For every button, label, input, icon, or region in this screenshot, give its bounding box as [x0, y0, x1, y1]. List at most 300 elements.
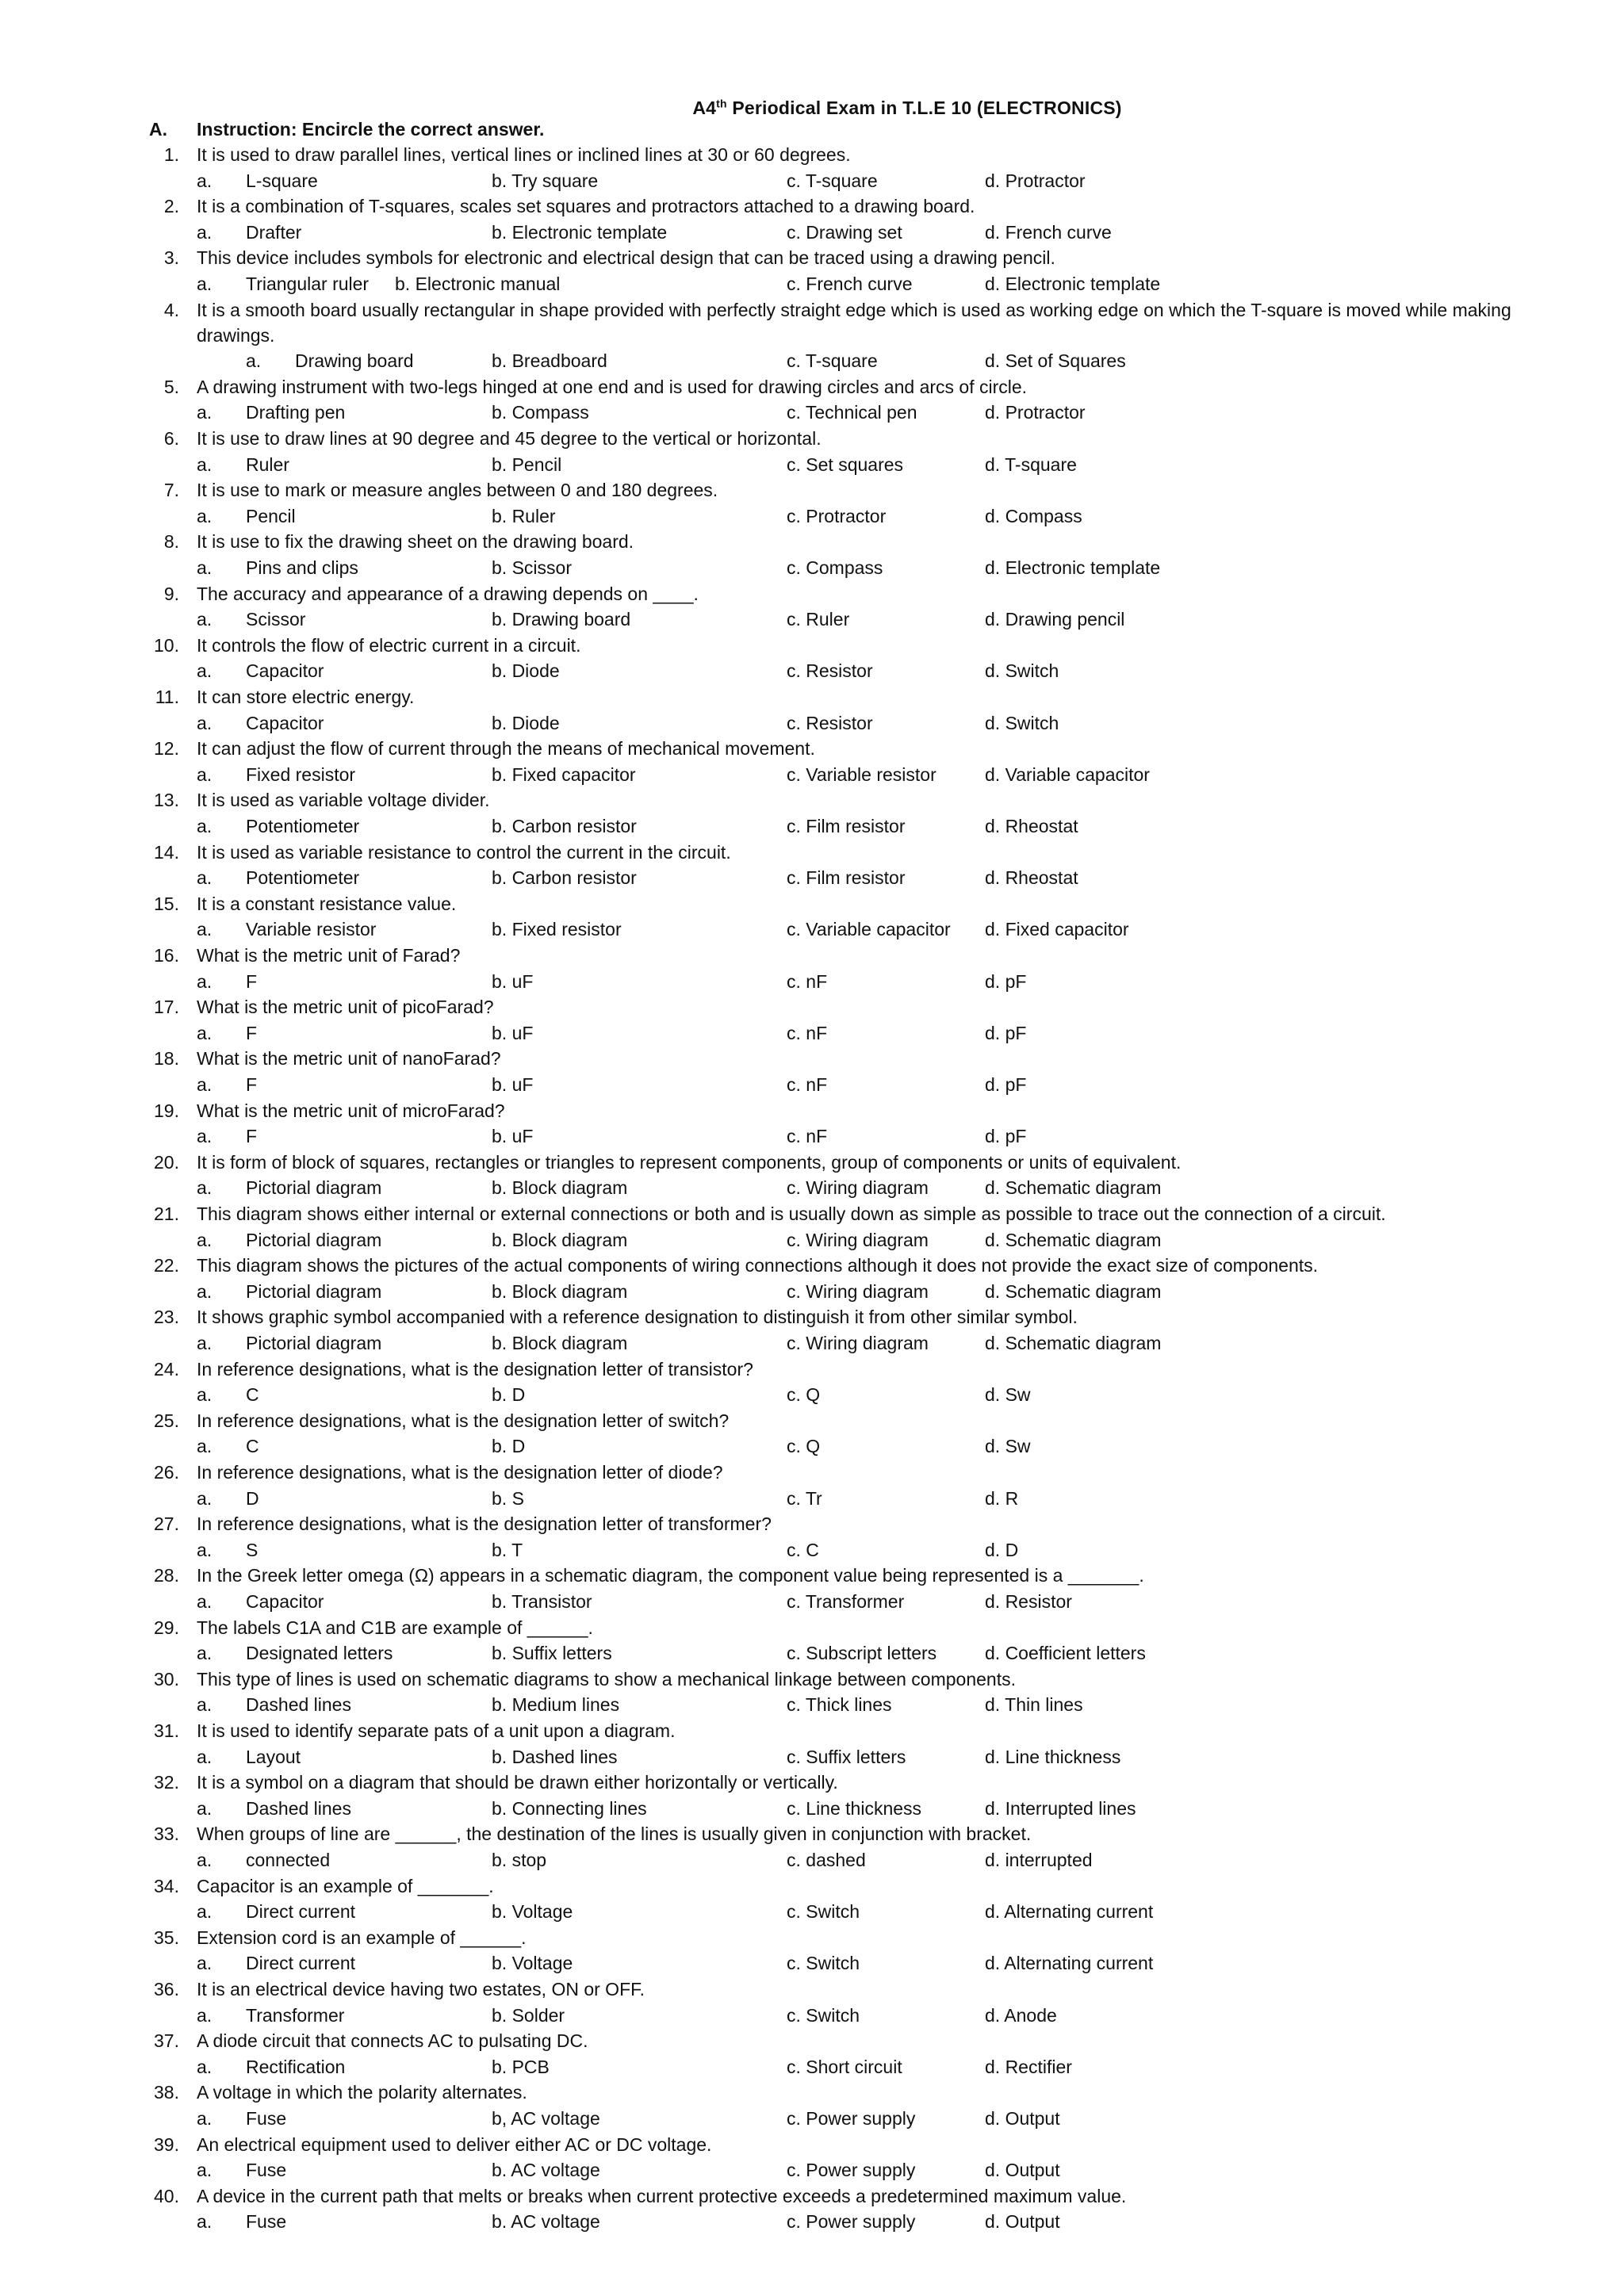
option-b[interactable]: b. Transistor: [492, 1591, 592, 1612]
question-text: It shows graphic symbol accompanied with a reference designation to distinguish it from other similar symbol.: [197, 1307, 1078, 1328]
option-c[interactable]: c. Wiring diagram: [787, 1280, 929, 1302]
question-line: [0, 1099, 1624, 1123]
options-line: [0, 504, 1624, 528]
option-a[interactable]: Pictorial diagram: [246, 1177, 382, 1199]
option-a-letter: a.: [197, 1746, 213, 1767]
option-d[interactable]: d. Switch: [985, 712, 1059, 733]
option-d[interactable]: d. Alternating current: [985, 1953, 1154, 1974]
option-d[interactable]: d. Rheostat: [985, 816, 1078, 836]
option-b[interactable]: b. Suffix letters: [492, 1643, 612, 1664]
option-a-letter: a.: [197, 1539, 213, 1560]
option-b[interactable]: b. Fixed resistor: [492, 919, 622, 940]
option-b[interactable]: b. D: [492, 1384, 526, 1406]
option-c[interactable]: c. Q: [787, 1384, 821, 1406]
option-c[interactable]: c. Power supply: [787, 2211, 916, 2233]
option-c[interactable]: c. Line thickness: [787, 1797, 922, 1819]
option-d[interactable]: d. Compass: [985, 505, 1082, 526]
question-text: In reference designations, what is the designation letter of switch?: [197, 1410, 730, 1431]
option-b[interactable]: b. D: [492, 1436, 526, 1457]
question-number: 1.: [163, 144, 179, 165]
options-line: [0, 970, 1624, 993]
options-line: [0, 1487, 1624, 1510]
question-text: It is used to draw parallel lines, vertical lines or inclined lines at 30 or 60 degrees.: [197, 144, 851, 165]
question-number: 33.: [154, 1823, 179, 1845]
option-a-letter: a.: [197, 505, 213, 526]
question-line: [0, 1874, 1624, 1898]
option-a[interactable]: Potentiometer: [246, 867, 360, 889]
option-b[interactable]: b. Compass: [492, 402, 589, 423]
option-a[interactable]: S: [246, 1539, 259, 1560]
option-d[interactable]: d. Line thickness: [985, 1746, 1121, 1767]
option-b[interactable]: b. uF: [492, 1022, 534, 1043]
question-number: 16.: [154, 945, 179, 966]
question-text: This type of lines is used on schematic diagrams to show a mechanical linkage between components.: [197, 1668, 1016, 1689]
option-d[interactable]: d. pF: [985, 1126, 1027, 1147]
option-d[interactable]: d. Rectifier: [985, 2056, 1072, 2077]
question-line: [0, 1305, 1624, 1329]
option-b[interactable]: b. Breadboard: [492, 350, 607, 372]
option-c[interactable]: c. Wiring diagram: [787, 1333, 929, 1353]
option-d[interactable]: d. Schematic diagram: [985, 1229, 1162, 1250]
question-number: 11.: [155, 687, 179, 707]
question-line: [0, 1719, 1624, 1743]
question-number: 24.: [154, 1358, 179, 1380]
option-d[interactable]: d. Thin lines: [985, 1694, 1083, 1716]
question-line: [0, 1460, 1624, 1484]
option-b[interactable]: b. Voltage: [492, 1901, 573, 1923]
option-b[interactable]: b. Carbon resistor: [492, 867, 637, 889]
options-line: [0, 1900, 1624, 1923]
option-c[interactable]: c. T-square: [787, 170, 878, 191]
question-line: [0, 427, 1624, 450]
option-a[interactable]: F: [246, 1074, 258, 1095]
question-text: What is the metric unit of Farad?: [197, 945, 461, 966]
question-line: [0, 1047, 1624, 1070]
option-b[interactable]: b. Ruler: [492, 505, 556, 526]
option-a[interactable]: Fuse: [246, 2211, 287, 2233]
option-a-letter: a.: [197, 1384, 213, 1406]
option-c[interactable]: c. Film resistor: [787, 867, 906, 889]
option-c[interactable]: c. Compass: [787, 557, 883, 578]
option-d[interactable]: d. Sw: [985, 1436, 1031, 1457]
option-a[interactable]: Pencil: [246, 505, 296, 526]
option-d[interactable]: d. Protractor: [985, 170, 1086, 191]
option-b[interactable]: b. Diode: [492, 660, 560, 682]
option-a[interactable]: C: [246, 1436, 259, 1457]
question-text: It controls the flow of electric current in a circuit.: [197, 634, 581, 656]
option-a[interactable]: Drafting pen: [246, 402, 346, 423]
option-a-letter: a.: [197, 1487, 213, 1509]
question-number: 20.: [154, 1151, 179, 1173]
question-number: 40.: [154, 2185, 179, 2206]
options-line: [0, 1745, 1624, 1769]
option-a-letter: a.: [197, 816, 213, 836]
question-number: 13.: [154, 790, 179, 811]
option-a[interactable]: Capacitor: [246, 1591, 324, 1612]
option-a[interactable]: Triangular ruler: [246, 274, 370, 294]
option-b[interactable]: b. T: [492, 1539, 523, 1560]
option-c[interactable]: c. Technical pen: [787, 402, 917, 423]
options-line: [0, 556, 1624, 580]
question-number: 14.: [154, 841, 179, 863]
option-a-letter: a.: [197, 2108, 213, 2129]
section-letter: A.: [149, 119, 167, 140]
option-a-letter: a.: [197, 1074, 213, 1095]
option-a[interactable]: Transformer: [246, 2004, 345, 2026]
question-line: [0, 194, 1624, 218]
option-c[interactable]: c. Suffix letters: [787, 1746, 906, 1767]
option-b[interactable]: b. Electronic manual: [395, 274, 561, 294]
option-d[interactable]: d. Rheostat: [985, 867, 1078, 889]
question-line: [0, 1150, 1624, 1174]
option-b[interactable]: b. Electronic template: [492, 221, 668, 243]
question-text-continued: drawings.: [197, 325, 275, 346]
option-a-letter: a.: [197, 2004, 213, 2026]
option-b[interactable]: b, AC voltage: [492, 2108, 600, 2129]
question-number: 37.: [154, 2030, 179, 2052]
option-c[interactable]: c. dashed: [787, 1850, 866, 1870]
question-text: When groups of line are ______, the destination of the lines is usually given in conjunction with bracket.: [197, 1823, 1032, 1845]
option-d[interactable]: d. French curve: [985, 221, 1112, 243]
question-line: [0, 1357, 1624, 1381]
question-text: It can store electric energy.: [197, 687, 415, 707]
options-line: [0, 272, 1624, 296]
option-a[interactable]: Drawing board: [295, 350, 414, 372]
option-d[interactable]: d. Schematic diagram: [985, 1333, 1162, 1353]
option-a-letter: a.: [197, 763, 213, 785]
option-c[interactable]: c. Protractor: [787, 505, 887, 526]
option-b[interactable]: b. Scissor: [492, 557, 572, 578]
exam-title: [0, 97, 1624, 119]
option-a[interactable]: Variable resistor: [246, 919, 377, 940]
question-line: [0, 892, 1624, 916]
option-b[interactable]: b. Solder: [492, 2004, 565, 2026]
question-number: 15.: [154, 893, 179, 914]
option-c[interactable]: c. Short circuit: [787, 2056, 902, 2077]
option-b[interactable]: b. AC voltage: [492, 2160, 600, 2181]
section-instruction: Instruction: Encircle the correct answer.: [197, 119, 545, 140]
question-number: 35.: [154, 1927, 179, 1948]
question-line: [0, 1926, 1624, 1950]
options-line: [0, 1848, 1624, 1872]
question-line: [0, 2184, 1624, 2208]
options-line: [0, 1331, 1624, 1355]
option-c[interactable]: c. T-square: [787, 350, 878, 372]
option-b[interactable]: b. uF: [492, 970, 534, 992]
question-text: The labels C1A and C1B are example of ______.: [197, 1617, 593, 1638]
option-d[interactable]: d. pF: [985, 970, 1027, 992]
option-b[interactable]: b. Dashed lines: [492, 1746, 618, 1767]
option-d[interactable]: d. Anode: [985, 2004, 1057, 2026]
option-c[interactable]: c. Wiring diagram: [787, 1229, 929, 1250]
options-line: [0, 1124, 1624, 1148]
option-d[interactable]: d. Schematic diagram: [985, 1177, 1162, 1199]
option-c[interactable]: c. Film resistor: [787, 816, 906, 836]
question-line: [0, 530, 1624, 553]
option-a[interactable]: Pictorial diagram: [246, 1333, 382, 1353]
question-text: It can adjust the flow of current through the means of mechanical movement.: [197, 738, 815, 760]
options-line: [0, 1590, 1624, 1613]
question-text: A voltage in which the polarity alternates.: [197, 2082, 527, 2103]
option-a-letter: a.: [197, 221, 213, 243]
option-b[interactable]: b. Diode: [492, 712, 560, 733]
option-d[interactable]: d. Protractor: [985, 402, 1086, 423]
question-text: A diode circuit that connects AC to pulsating DC.: [197, 2030, 588, 2052]
question-number: 27.: [154, 1513, 179, 1535]
question-line: [0, 840, 1624, 864]
option-b[interactable]: b. stop: [492, 1850, 547, 1870]
option-d[interactable]: d. Output: [985, 2108, 1060, 2129]
option-b[interactable]: b. uF: [492, 1074, 534, 1095]
question-line: [0, 2029, 1624, 2053]
option-c[interactable]: c. Resistor: [787, 712, 873, 733]
question-text: It is a symbol on a diagram that should be drawn either horizontally or vertically.: [197, 1772, 838, 1793]
option-c[interactable]: c. Thick lines: [787, 1694, 892, 1716]
question-line: [0, 1202, 1624, 1226]
option-c[interactable]: c. Variable capacitor: [787, 919, 951, 940]
option-b[interactable]: b. uF: [492, 1126, 534, 1147]
option-a[interactable]: C: [246, 1384, 259, 1406]
option-a-letter: a.: [197, 1436, 213, 1457]
options-line: [0, 1641, 1624, 1665]
options-line: [0, 1176, 1624, 1200]
option-c[interactable]: c. Subscript letters: [787, 1643, 937, 1664]
question-number: 31.: [154, 1720, 179, 1741]
question-text: The accuracy and appearance of a drawing depends on ____.: [197, 583, 699, 604]
question-text: This diagram shows either internal or external connections or both and is usually down as simple as possible to trace out the connection of a circuit.: [197, 1203, 1386, 1224]
option-d[interactable]: d. interrupted: [985, 1850, 1093, 1870]
option-a[interactable]: Scissor: [246, 609, 306, 630]
question-number: 7.: [163, 480, 179, 501]
option-d[interactable]: d. Fixed capacitor: [985, 919, 1129, 940]
option-d[interactable]: d. D: [985, 1539, 1019, 1560]
option-d[interactable]: d. R: [985, 1487, 1019, 1509]
option-a-letter: a.: [197, 1229, 213, 1250]
options-line: [0, 169, 1624, 193]
question-number: 4.: [163, 299, 179, 320]
option-d[interactable]: d. Output: [985, 2160, 1060, 2181]
option-a[interactable]: Dashed lines: [246, 1694, 351, 1716]
option-a-letter: a.: [197, 1797, 213, 1819]
option-a[interactable]: Potentiometer: [246, 816, 360, 836]
option-b[interactable]: b. Connecting lines: [492, 1797, 647, 1819]
option-a[interactable]: D: [246, 1487, 259, 1509]
option-a[interactable]: F: [246, 1022, 258, 1043]
question-number: 25.: [154, 1410, 179, 1431]
options-line: [0, 220, 1624, 244]
option-a[interactable]: connected: [246, 1850, 331, 1870]
question-line: [0, 685, 1624, 709]
question-number: 3.: [163, 247, 179, 269]
option-c[interactable]: c. Drawing set: [787, 221, 902, 243]
question-text: In reference designations, what is the designation letter of diode?: [197, 1462, 723, 1483]
option-d[interactable]: d. Schematic diagram: [985, 1280, 1162, 1302]
question-text: A drawing instrument with two-legs hinged at one end and is used for drawing circles and arcs of circle.: [197, 376, 1028, 397]
options-line: [0, 1383, 1624, 1406]
question-line-continued: [0, 323, 1624, 347]
question-line: [0, 943, 1624, 967]
option-a-letter: a.: [197, 609, 213, 630]
options-line: [0, 1951, 1624, 1975]
option-d[interactable]: d. pF: [985, 1074, 1027, 1095]
question-text: In reference designations, what is the designation letter of transistor?: [197, 1358, 753, 1380]
option-c[interactable]: c. Resistor: [787, 660, 873, 682]
option-a[interactable]: Ruler: [246, 453, 289, 475]
option-a[interactable]: Pictorial diagram: [246, 1280, 382, 1302]
option-a-letter: a.: [197, 660, 213, 682]
option-a-letter: a.: [197, 1177, 213, 1199]
option-a[interactable]: F: [246, 970, 258, 992]
question-line: [0, 633, 1624, 657]
options-line: [0, 2107, 1624, 2130]
option-a-letter: a.: [197, 1901, 213, 1923]
question-number: 28.: [154, 1565, 179, 1586]
option-b[interactable]: b. Drawing board: [492, 609, 631, 630]
question-text: A device in the current path that melts or breaks when current protective exceeds a predetermined maximum value.: [197, 2185, 1127, 2206]
question-number: 10.: [154, 634, 179, 656]
options-line: [0, 917, 1624, 941]
option-a[interactable]: Fuse: [246, 2108, 287, 2129]
question-line: [0, 375, 1624, 399]
options-line: [0, 1434, 1624, 1458]
options-line: [0, 2210, 1624, 2233]
question-number: 21.: [154, 1203, 179, 1224]
option-b[interactable]: b. AC voltage: [492, 2211, 600, 2233]
option-c[interactable]: c. Power supply: [787, 2160, 916, 2181]
question-text: An electrical equipment used to deliver either AC or DC voltage.: [197, 2133, 712, 2155]
option-c[interactable]: c. Tr: [787, 1487, 822, 1509]
option-c[interactable]: c. French curve: [787, 274, 913, 294]
question-line: [0, 1563, 1624, 1587]
question-text: It is a combination of T-squares, scales set squares and protractors attached to a drawing board.: [197, 196, 975, 217]
question-number: 12.: [154, 738, 179, 760]
option-b[interactable]: b. Try square: [492, 170, 599, 191]
option-d[interactable]: d. Sw: [985, 1384, 1031, 1406]
option-a[interactable]: Fixed resistor: [246, 763, 356, 785]
question-number: 17.: [154, 997, 179, 1018]
option-a[interactable]: Designated letters: [246, 1643, 393, 1664]
title-rest: Periodical Exam in T.L.E 10 (ELECTRONICS): [726, 97, 1122, 118]
option-c[interactable]: c. C: [787, 1539, 819, 1560]
title-superscript: th: [716, 97, 727, 109]
question-line: [0, 995, 1624, 1019]
option-a[interactable]: Direct current: [246, 1901, 356, 1923]
option-c[interactable]: c. Switch: [787, 1953, 860, 1974]
option-c[interactable]: c. Switch: [787, 1901, 860, 1923]
option-b[interactable]: b. Carbon resistor: [492, 816, 637, 836]
option-b[interactable]: b. Medium lines: [492, 1694, 620, 1716]
option-c[interactable]: c. Power supply: [787, 2108, 916, 2129]
option-d[interactable]: d. Electronic template: [985, 557, 1161, 578]
question-number: 6.: [163, 428, 179, 449]
option-d[interactable]: d. Resistor: [985, 1591, 1072, 1612]
question-text: It is form of block of squares, rectangles or triangles to represent components, group of components or units of equivalent.: [197, 1151, 1182, 1173]
question-number: 26.: [154, 1462, 179, 1483]
option-a[interactable]: Rectification: [246, 2056, 346, 2077]
option-b[interactable]: b. PCB: [492, 2056, 550, 2077]
option-a[interactable]: Capacitor: [246, 712, 324, 733]
question-text: It is used as variable resistance to control the current in the circuit.: [197, 841, 731, 863]
option-b[interactable]: b. Block diagram: [492, 1333, 628, 1353]
option-b[interactable]: b. Voltage: [492, 1953, 573, 1974]
option-c[interactable]: c. Transformer: [787, 1591, 905, 1612]
option-a[interactable]: Fuse: [246, 2160, 287, 2181]
question-text: Extension cord is an example of ______.: [197, 1927, 527, 1948]
option-d[interactable]: d. pF: [985, 1022, 1027, 1043]
question-text: This device includes symbols for electronic and electrical design that can be traced using a drawing pencil.: [197, 247, 1055, 269]
question-line: [0, 2133, 1624, 2156]
option-a[interactable]: Drafter: [246, 221, 302, 243]
question-line: [0, 1770, 1624, 1794]
options-line: [0, 763, 1624, 786]
option-a-letter: a.: [197, 1643, 213, 1664]
option-c[interactable]: c. Variable resistor: [787, 763, 936, 785]
option-a[interactable]: Capacitor: [246, 660, 324, 682]
question-text: It is used as variable voltage divider.: [197, 790, 490, 811]
option-a-letter: a.: [197, 1022, 213, 1043]
option-a[interactable]: Direct current: [246, 1953, 356, 1974]
option-d[interactable]: d. Switch: [985, 660, 1059, 682]
option-a[interactable]: Pictorial diagram: [246, 1229, 382, 1250]
option-d[interactable]: d. Set of Squares: [985, 350, 1126, 372]
option-c[interactable]: c. nF: [787, 1022, 828, 1043]
option-c[interactable]: c. nF: [787, 1074, 828, 1095]
option-a-letter: a.: [197, 1850, 213, 1870]
options-line: [0, 866, 1624, 890]
option-d[interactable]: d. Interrupted lines: [985, 1797, 1136, 1819]
option-b[interactable]: b. Pencil: [492, 453, 562, 475]
option-c[interactable]: c. Set squares: [787, 453, 904, 475]
option-a-letter: a.: [197, 453, 213, 475]
option-d[interactable]: d. Output: [985, 2211, 1060, 2233]
option-d[interactable]: d. T-square: [985, 453, 1077, 475]
option-a[interactable]: Layout: [246, 1746, 301, 1767]
option-a-letter: a.: [197, 2211, 213, 2233]
options-line: [0, 2158, 1624, 2182]
option-d[interactable]: d. Variable capacitor: [985, 763, 1150, 785]
option-a[interactable]: L-square: [246, 170, 318, 191]
option-b[interactable]: b. S: [492, 1487, 524, 1509]
option-b[interactable]: b. Block diagram: [492, 1177, 628, 1199]
option-c[interactable]: c. nF: [787, 1126, 828, 1147]
question-text: In reference designations, what is the designation letter of transformer?: [197, 1513, 772, 1535]
question-number: 5.: [163, 376, 179, 397]
question-text: It is use to draw lines at 90 degree and 45 degree to the vertical or horizontal.: [197, 428, 822, 449]
question-line: [0, 1253, 1624, 1277]
option-a[interactable]: Dashed lines: [246, 1797, 351, 1819]
question-number: 23.: [154, 1307, 179, 1328]
option-a-letter: a.: [197, 1591, 213, 1612]
option-b[interactable]: b. Block diagram: [492, 1280, 628, 1302]
option-c[interactable]: c. Q: [787, 1436, 821, 1457]
options-line: [0, 349, 1624, 373]
option-a[interactable]: Pins and clips: [246, 557, 358, 578]
option-d[interactable]: d. Drawing pencil: [985, 609, 1125, 630]
option-c[interactable]: c. Switch: [787, 2004, 860, 2026]
option-b[interactable]: b. Fixed capacitor: [492, 763, 636, 785]
option-a-letter: a.: [197, 2056, 213, 2077]
option-a-letter: a.: [197, 1333, 213, 1353]
option-d[interactable]: d. Coefficient letters: [985, 1643, 1146, 1664]
options-line: [0, 1693, 1624, 1716]
option-b[interactable]: b. Block diagram: [492, 1229, 628, 1250]
option-c[interactable]: c. Ruler: [787, 609, 850, 630]
option-c[interactable]: c. nF: [787, 970, 828, 992]
option-d[interactable]: d. Electronic template: [985, 274, 1161, 294]
option-d[interactable]: d. Alternating current: [985, 1901, 1154, 1923]
option-c[interactable]: c. Wiring diagram: [787, 1177, 929, 1199]
option-a[interactable]: F: [246, 1126, 258, 1147]
